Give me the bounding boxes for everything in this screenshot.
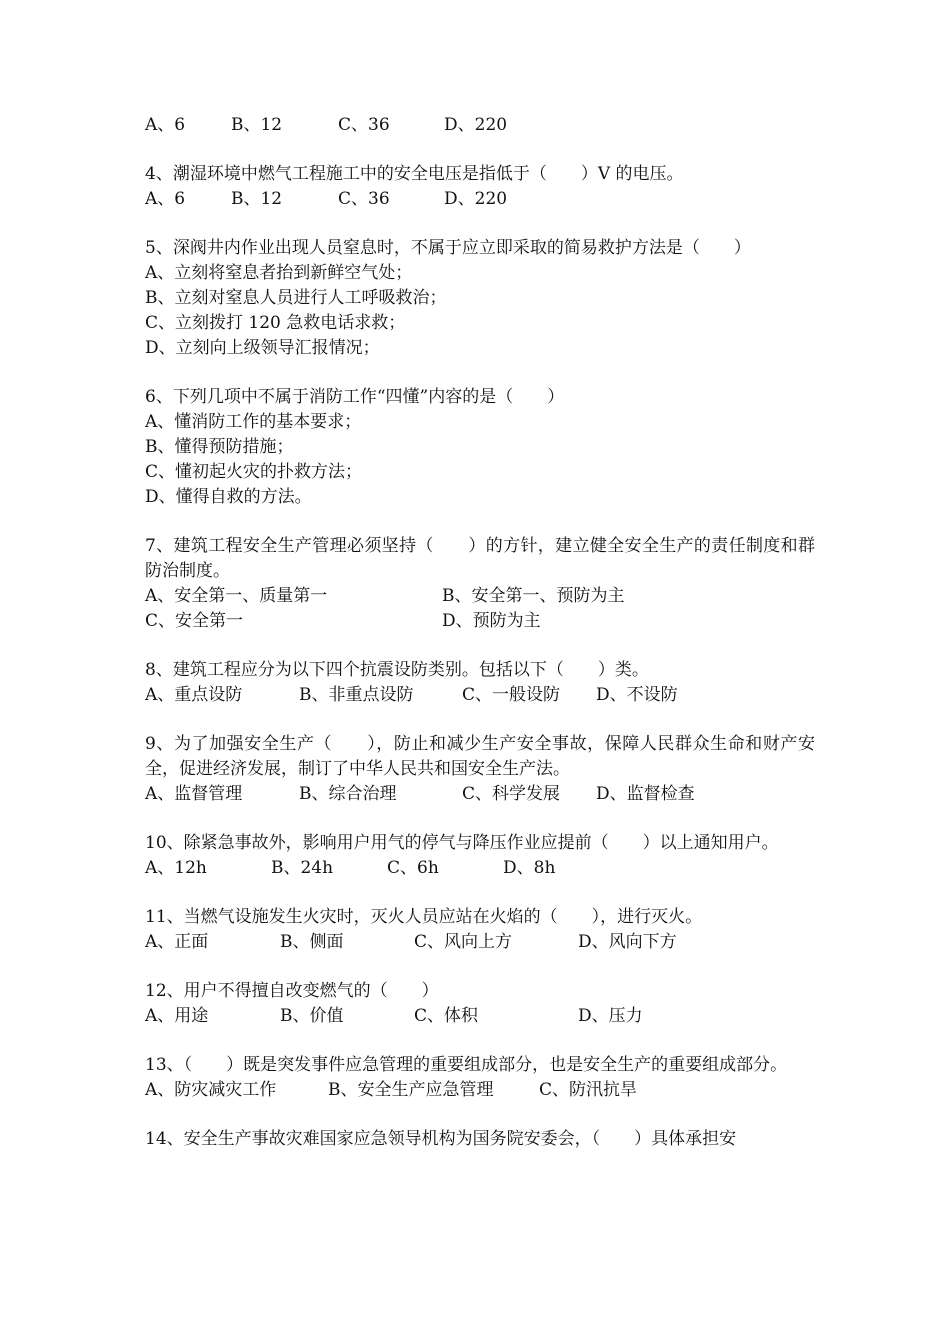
q9-options <box>145 782 815 807</box>
q12-option-b: B、价值 <box>280 1006 344 1026</box>
question-5-stem: 5、深阀井内作业出现人员窒息时，不属于应立即采取的简易救护方法是（ ） <box>145 238 751 258</box>
q11-option-c: C、风向上方 <box>414 932 513 952</box>
q7-option-d: D、预防为主 <box>442 611 541 631</box>
q5-option-a: A、立刻将窒息者抬到新鲜空气处； <box>145 263 413 283</box>
q4-option-c: C、36 <box>338 189 390 209</box>
q4-option-b: B、12 <box>231 189 283 209</box>
q8-option-a: A、重点设防 <box>145 685 243 705</box>
question-7-stem: 7、建筑工程安全生产管理必须坚持（ ）的方针，建立健全安全生产的责任制度和群防治制度。 <box>145 536 815 581</box>
q4-option-a: A、6 <box>145 189 186 209</box>
q10-option-a: A、12h <box>145 858 207 878</box>
q7-option-a: A、安全第一、质量第一 <box>145 586 328 606</box>
q4-option-d: D、220 <box>444 189 508 209</box>
question-14-stem: 14、安全生产事故灾难国家应急领导机构为国务院安委会，（ ）具体承担安 <box>145 1129 737 1149</box>
q3-option-c: C、36 <box>338 115 390 135</box>
question-8-stem: 8、建筑工程应分为以下四个抗震设防类别。包括以下（ ）类。 <box>145 660 649 680</box>
q8-option-c: C、一般设防 <box>462 685 561 705</box>
q12-option-a: A、用途 <box>145 1006 209 1026</box>
q9-option-c: C、科学发展 <box>462 784 561 804</box>
q8-option-b: B、非重点设防 <box>299 685 414 705</box>
q3-option-a: A、6 <box>145 115 186 135</box>
q12-options <box>145 1004 815 1029</box>
q5-option-c: C、立刻拨打 120 急救电话求救； <box>145 313 406 333</box>
question-4-stem: 4、潮湿环境中燃气工程施工中的安全电压是指低于（ ）V 的电压。 <box>145 164 684 184</box>
q3-option-d: D、220 <box>444 115 508 135</box>
q7-options-row-2 <box>145 609 815 634</box>
q12-option-c: C、体积 <box>414 1006 479 1026</box>
q5-option-b: B、立刻对窒息人员进行人工呼吸救治； <box>145 288 447 308</box>
q10-options <box>145 856 815 881</box>
q7-option-c: C、安全第一 <box>145 611 244 631</box>
q9-option-b: B、综合治理 <box>299 784 397 804</box>
question-12-stem: 12、用户不得擅自改变燃气的（ ） <box>145 981 439 1001</box>
q11-option-b: B、侧面 <box>280 932 344 952</box>
q11-option-d: D、风向下方 <box>578 932 677 952</box>
q13-options <box>145 1078 815 1103</box>
q7-option-b: B、安全第一、预防为主 <box>442 586 625 606</box>
q4-options <box>145 187 815 212</box>
q3-options <box>145 113 815 138</box>
question-13-stem: 13、（ ）既是突发事件应急管理的重要组成部分，也是安全生产的重要组成部分。 <box>145 1055 788 1075</box>
exam-page <box>145 113 815 1152</box>
q8-options <box>145 683 815 708</box>
q10-option-b: B、24h <box>271 858 334 878</box>
question-6-stem: 6、下列几项中不属于消防工作“四懂”内容的是（ ） <box>145 387 565 407</box>
q10-option-d: D、8h <box>503 858 556 878</box>
q13-option-a: A、防灾减灾工作 <box>145 1080 277 1100</box>
q9-option-a: A、监督管理 <box>145 784 243 804</box>
question-11-stem: 11、当燃气设施发生火灾时，灭火人员应站在火焰的（ ），进行灭火。 <box>145 907 703 927</box>
q11-option-a: A、正面 <box>145 932 209 952</box>
q6-option-a: A、懂消防工作的基本要求； <box>145 412 362 432</box>
q13-option-c: C、防汛抗旱 <box>539 1080 638 1100</box>
q6-option-c: C、懂初起火灾的扑救方法； <box>145 462 363 482</box>
q9-option-d: D、监督检查 <box>596 784 695 804</box>
q13-option-b: B、安全生产应急管理 <box>328 1080 494 1100</box>
question-9-stem: 9、为了加强安全生产（ ），防止和减少生产安全事故，保障人民群众生命和财产安全，促进经济发展，制订了中华人民共和国安全生产法。 <box>145 734 815 779</box>
q3-option-b: B、12 <box>231 115 283 135</box>
q6-option-d: D、懂得自救的方法。 <box>145 487 312 507</box>
q10-option-c: C、6h <box>387 858 439 878</box>
q5-option-d: D、立刻向上级领导汇报情况； <box>145 338 380 358</box>
question-10-stem: 10、除紧急事故外，影响用户用气的停气与降压作业应提前（ ）以上通知用户。 <box>145 833 779 853</box>
q6-option-b: B、懂得预防措施； <box>145 437 294 457</box>
q7-options-row-1 <box>145 584 815 609</box>
q12-option-d: D、压力 <box>578 1006 643 1026</box>
q11-options <box>145 930 815 955</box>
q8-option-d: D、不设防 <box>596 685 678 705</box>
